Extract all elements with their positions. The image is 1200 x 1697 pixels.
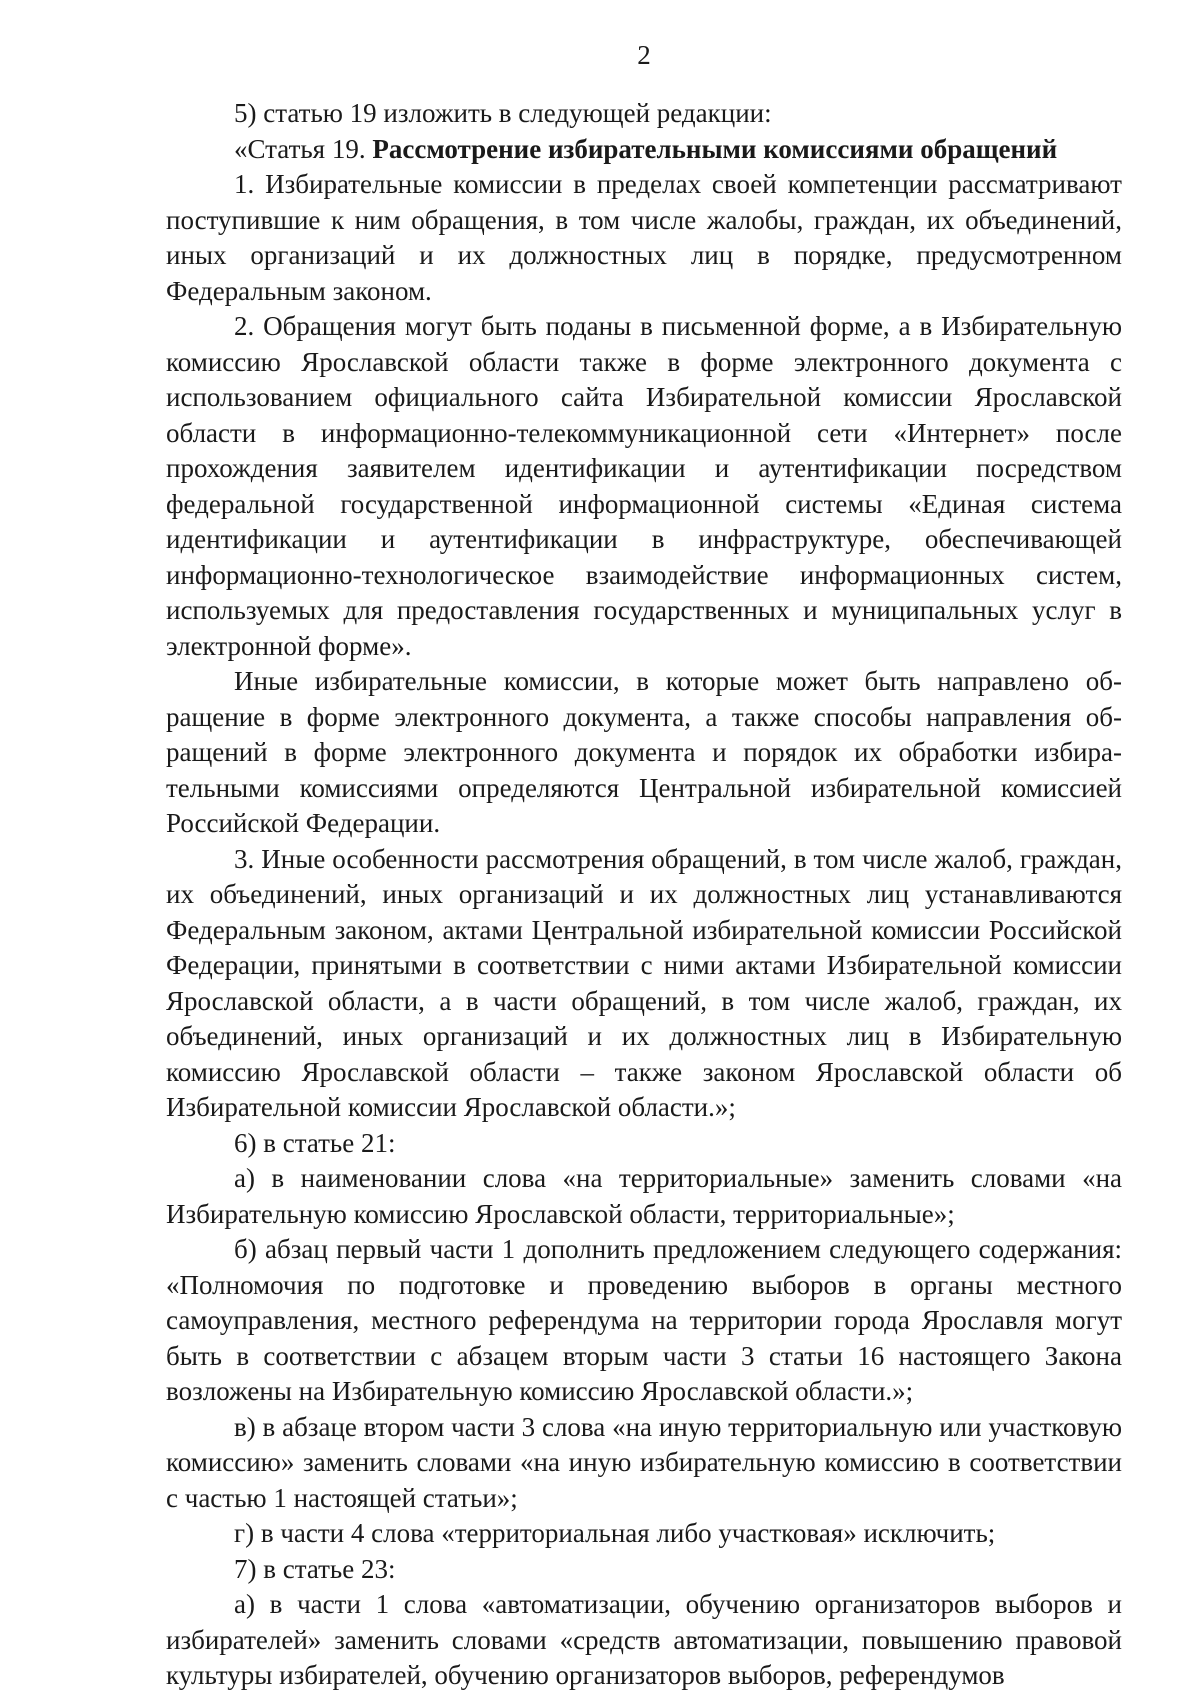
paragraph-item-6g: г) в части 4 слова «территориальная либо участковая» исключить; [234,1518,996,1548]
paragraph-part-1: 1. Избирательные комиссии в пределах своей компетенции рассматривают поступившие к ним обращения, в том числе жалобы, граждан, их объединений, иных организаций и их должностных лиц в порядке, предусмотренном Федеральным законом. [166,169,1122,306]
article-title-bold: Рассмотрение избирательными комиссиями обращений [372,133,1058,164]
paragraph-other-commissions: Иные избирательные комиссии, в которые может быть направлено обращение в форме электронного документа, а также способы направления обращений в форме электронного документа и порядок их обработки избирательными комиссиями определяются Центральной избирательной комиссией Российской Федерации. [166,666,1122,838]
document-page [166,40,1122,1694]
paragraph-item-7: 7) в статье 23: [234,1553,396,1584]
paragraph-item-6b: б) абзац первый части 1 дополнить предложением следующего содержания: «Полномочия по подготовке и проведению выборов в органы местного самоуправления, местного референдума на территории города Ярославля могут быть в соответствии с абзацем вторым части 3 статьи 16 настоящего Закона возложены на Избирательную комиссию Ярославской области.»; [166,1234,1122,1406]
paragraph-item-6v: в) в абзаце втором части 3 слова «на иную территориальную или участковую комиссию» заменить словами «на иную избирательную комиссию в соответствии с частью 1 настоящей статьи»; [166,1411,1122,1513]
paragraph-item-6: 6) в статье 21: [234,1127,396,1158]
paragraph-part-3: 3. Иные особенности рассмотрения обращений, в том числе жалоб, граждан, их объединений, иных организаций и их должностных лиц устанавливаются Федеральным законом, актами Центральной избирательной комиссии Российской Федерации, принятыми в соответствии с ними актами Избирательной комиссии Ярославской области, а в части обращений, в том числе жалоб, граждан, их объединений, иных организаций и их должностных лиц в Избирательную комиссию Ярославской области – также законом Ярославской области об Избирательной комиссии Ярославской области.»; [166,843,1122,1122]
paragraph-item-6a: а) в наименовании слова «на территориальные» заменить словами «на Избирательную комиссию Ярославской области, территориальные»; [166,1163,1122,1229]
paragraph-item-7a: а) в части 1 слова «автоматизации, обучению организаторов выборов и избирателей» заменить словами «средств автоматизации, повышению правовой культуры избирателей, обучению организаторов выборов, референдумов [166,1589,1122,1690]
page-number: 2 [637,40,651,70]
paragraph-item-5: 5) статью 19 изложить в следующей редакции: [234,98,772,128]
paragraph-part-2: 2. Обращения могут быть поданы в письменной форме, а в Избирательную комиссию Ярославской области также в форме электронного документа с использованием официального сайта Избирательной комиссии Ярославской области в информационно-телекоммуникационной сети «Интернет» после прохождения заявителем идентификации и аутентификации посредством федеральной государственной информационной системы «Единая система идентификации и аутентификации в инфраструктуре, обеспечивающей информационно-технологическое взаимодействие информационных систем, используемых для предоставления государственных и муниципальных услуг в электронной форме». [166,311,1122,661]
article-title-prefix: «Статья 19. [234,133,373,164]
article-title [166,132,1122,168]
